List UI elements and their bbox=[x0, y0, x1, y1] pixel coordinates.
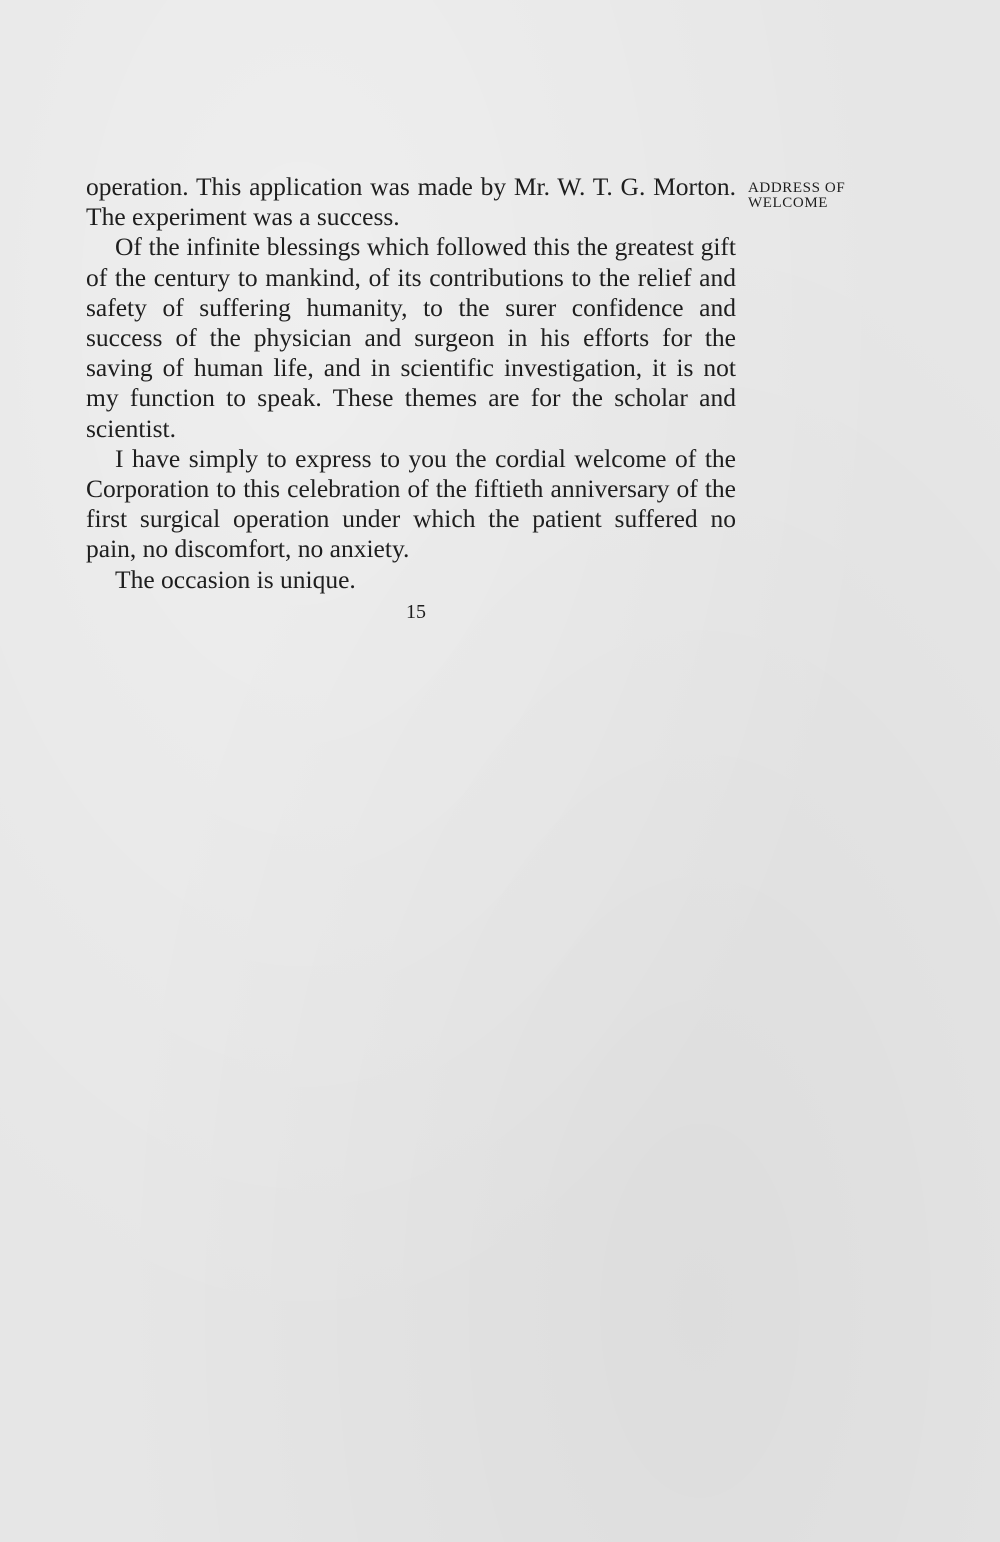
margin-heading-line-1: ADDRESS OF bbox=[748, 180, 846, 196]
paragraph-welcome: I have simply to express to you the cordial welcome of the Corporation to this celebration of the fiftieth anniversary of the first surgical operation under which the patient suffered no pain, no discomfort, no anxiety. bbox=[86, 443, 736, 564]
body-text bbox=[86, 172, 736, 595]
margin-heading bbox=[748, 181, 868, 211]
paragraph-blessings: Of the infinite blessings which followed this the greatest gift of the century to mankind, of its contributions to the relief and safety of suffering humanity, to the surer confidence and success of the physician and surgeon in his efforts for the saving of human life, and in scientific investigation, it is not my function to speak. These themes are for the scholar and scientist. bbox=[86, 232, 736, 443]
margin-heading-line-2: WELCOME bbox=[748, 195, 829, 211]
paragraph-occasion: The occasion is unique. bbox=[115, 564, 356, 594]
page-number: 15 bbox=[406, 601, 426, 623]
paragraph-continuation: operation. This application was made by Mr. W. T. G. Morton. The experiment was a success. bbox=[86, 172, 736, 232]
